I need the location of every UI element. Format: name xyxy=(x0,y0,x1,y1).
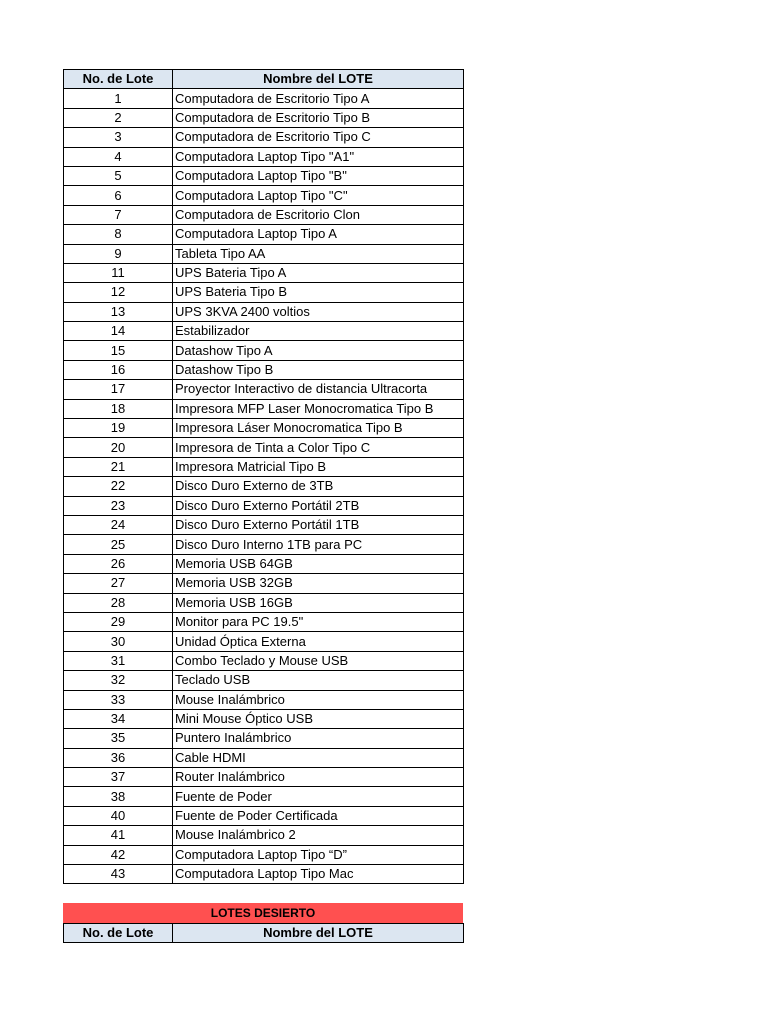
lot-number-cell: 2 xyxy=(64,108,173,127)
lot-name-cell: UPS 3KVA 2400 voltios xyxy=(173,302,464,321)
lot-number-cell: 25 xyxy=(64,535,173,554)
lot-name-cell: Teclado USB xyxy=(173,671,464,690)
lot-number-cell: 36 xyxy=(64,748,173,767)
deserted-lots-table xyxy=(63,923,464,943)
lot-name-cell: Memoria USB 32GB xyxy=(173,574,464,593)
lot-number-cell: 6 xyxy=(64,186,173,205)
table-row xyxy=(64,612,464,631)
table-row xyxy=(64,729,464,748)
table-row xyxy=(64,360,464,379)
lot-name-cell: UPS Bateria Tipo B xyxy=(173,283,464,302)
lot-name-cell: Mouse Inalámbrico xyxy=(173,690,464,709)
lot-number-cell: 5 xyxy=(64,166,173,185)
lot-name-cell: Impresora Matricial Tipo B xyxy=(173,457,464,476)
lot-number-cell: 34 xyxy=(64,709,173,728)
header-lot-name: Nombre del LOTE xyxy=(173,70,464,89)
lot-number-cell: 1 xyxy=(64,89,173,108)
lot-number-cell: 26 xyxy=(64,554,173,573)
lot-name-cell: Computadora de Escritorio Tipo B xyxy=(173,108,464,127)
header-lot-number: No. de Lote xyxy=(64,70,173,89)
lot-number-cell: 38 xyxy=(64,787,173,806)
lot-name-cell: Impresora MFP Laser Monocromatica Tipo B xyxy=(173,399,464,418)
lot-name-cell: Computadora Laptop Tipo "C" xyxy=(173,186,464,205)
table-row xyxy=(64,515,464,534)
deserted-lots-title: LOTES DESIERTO xyxy=(63,903,463,923)
lot-number-cell: 16 xyxy=(64,360,173,379)
lot-number-cell: 4 xyxy=(64,147,173,166)
lot-number-cell: 33 xyxy=(64,690,173,709)
lot-number-cell: 42 xyxy=(64,845,173,864)
table-row xyxy=(64,574,464,593)
table-row xyxy=(64,826,464,845)
table-row xyxy=(64,457,464,476)
table-row xyxy=(64,128,464,147)
lot-name-cell: Computadora de Escritorio Tipo A xyxy=(173,89,464,108)
table-row xyxy=(64,244,464,263)
lot-name-cell: Estabilizador xyxy=(173,322,464,341)
lot-name-cell: Fuente de Poder Certificada xyxy=(173,806,464,825)
lot-name-cell: UPS Bateria Tipo A xyxy=(173,263,464,282)
lot-number-cell: 15 xyxy=(64,341,173,360)
table-row xyxy=(64,671,464,690)
lots-table xyxy=(63,69,464,884)
lot-name-cell: Computadora de Escritorio Tipo C xyxy=(173,128,464,147)
lot-name-cell: Impresora de Tinta a Color Tipo C xyxy=(173,438,464,457)
table-row xyxy=(64,302,464,321)
lot-number-cell: 8 xyxy=(64,225,173,244)
lot-number-cell: 19 xyxy=(64,419,173,438)
table-row xyxy=(64,419,464,438)
lot-name-cell: Fuente de Poder xyxy=(173,787,464,806)
lot-name-cell: Mouse Inalámbrico 2 xyxy=(173,826,464,845)
lot-number-cell: 3 xyxy=(64,128,173,147)
table-row xyxy=(64,399,464,418)
table-row xyxy=(64,147,464,166)
lot-number-cell: 41 xyxy=(64,826,173,845)
lot-number-cell: 31 xyxy=(64,651,173,670)
lot-name-cell: Monitor para PC 19.5" xyxy=(173,612,464,631)
lot-number-cell: 9 xyxy=(64,244,173,263)
lot-name-cell: Unidad Óptica Externa xyxy=(173,632,464,651)
table-row xyxy=(64,632,464,651)
lot-name-cell: Router Inalámbrico xyxy=(173,768,464,787)
lot-number-cell: 13 xyxy=(64,302,173,321)
lot-name-cell: Puntero Inalámbrico xyxy=(173,729,464,748)
lot-number-cell: 23 xyxy=(64,496,173,515)
lot-name-cell: Computadora de Escritorio Clon xyxy=(173,205,464,224)
lot-name-cell: Disco Duro Externo de 3TB xyxy=(173,477,464,496)
lot-name-cell: Memoria USB 64GB xyxy=(173,554,464,573)
table-row xyxy=(64,845,464,864)
table-row xyxy=(64,186,464,205)
deserted-lots-section xyxy=(63,903,463,943)
table-row xyxy=(64,341,464,360)
lot-name-cell: Disco Duro Externo Portátil 2TB xyxy=(173,496,464,515)
lot-name-cell: Datashow Tipo B xyxy=(173,360,464,379)
lot-name-cell: Proyector Interactivo de distancia Ultracorta xyxy=(173,380,464,399)
lot-number-cell: 30 xyxy=(64,632,173,651)
table-row xyxy=(64,166,464,185)
lot-name-cell: Datashow Tipo A xyxy=(173,341,464,360)
lot-name-cell: Impresora Láser Monocromatica Tipo B xyxy=(173,419,464,438)
table-row xyxy=(64,651,464,670)
lot-name-cell: Cable HDMI xyxy=(173,748,464,767)
lot-name-cell: Tableta Tipo AA xyxy=(173,244,464,263)
lot-name-cell: Computadora Laptop Tipo “D” xyxy=(173,845,464,864)
lot-name-cell: Disco Duro Interno 1TB para PC xyxy=(173,535,464,554)
table-row xyxy=(64,438,464,457)
table-row xyxy=(64,205,464,224)
table-row xyxy=(64,496,464,515)
table-row xyxy=(64,380,464,399)
table-row xyxy=(64,787,464,806)
lot-name-cell: Combo Teclado y Mouse USB xyxy=(173,651,464,670)
deserted-header-lot-number: No. de Lote xyxy=(64,924,173,943)
lot-number-cell: 37 xyxy=(64,768,173,787)
table-row xyxy=(64,89,464,108)
table-row xyxy=(64,709,464,728)
lot-number-cell: 17 xyxy=(64,380,173,399)
lot-name-cell: Computadora Laptop Tipo Mac xyxy=(173,865,464,884)
lot-number-cell: 40 xyxy=(64,806,173,825)
lot-number-cell: 7 xyxy=(64,205,173,224)
table-row xyxy=(64,748,464,767)
lots-table-header-row xyxy=(64,70,464,89)
table-row xyxy=(64,554,464,573)
lot-name-cell: Computadora Laptop Tipo "A1" xyxy=(173,147,464,166)
table-row xyxy=(64,865,464,884)
lots-table-body xyxy=(64,89,464,884)
lot-number-cell: 29 xyxy=(64,612,173,631)
lot-number-cell: 14 xyxy=(64,322,173,341)
lot-name-cell: Computadora Laptop Tipo A xyxy=(173,225,464,244)
lot-number-cell: 11 xyxy=(64,263,173,282)
lot-number-cell: 24 xyxy=(64,515,173,534)
lot-name-cell: Computadora Laptop Tipo "B" xyxy=(173,166,464,185)
lot-number-cell: 32 xyxy=(64,671,173,690)
table-row xyxy=(64,225,464,244)
table-row xyxy=(64,477,464,496)
deserted-table-header-row xyxy=(64,924,464,943)
table-row xyxy=(64,535,464,554)
lot-number-cell: 21 xyxy=(64,457,173,476)
lot-name-cell: Mini Mouse Óptico USB xyxy=(173,709,464,728)
table-row xyxy=(64,593,464,612)
table-row xyxy=(64,806,464,825)
table-row xyxy=(64,322,464,341)
table-row xyxy=(64,263,464,282)
lot-number-cell: 35 xyxy=(64,729,173,748)
lots-table-container xyxy=(63,69,463,884)
lot-number-cell: 22 xyxy=(64,477,173,496)
lot-number-cell: 28 xyxy=(64,593,173,612)
lot-number-cell: 27 xyxy=(64,574,173,593)
table-row xyxy=(64,768,464,787)
table-row xyxy=(64,690,464,709)
table-row xyxy=(64,108,464,127)
lot-number-cell: 18 xyxy=(64,399,173,418)
deserted-header-lot-name: Nombre del LOTE xyxy=(173,924,464,943)
lot-name-cell: Memoria USB 16GB xyxy=(173,593,464,612)
lot-number-cell: 43 xyxy=(64,865,173,884)
table-row xyxy=(64,283,464,302)
lot-number-cell: 20 xyxy=(64,438,173,457)
lot-name-cell: Disco Duro Externo Portátil 1TB xyxy=(173,515,464,534)
lot-number-cell: 12 xyxy=(64,283,173,302)
